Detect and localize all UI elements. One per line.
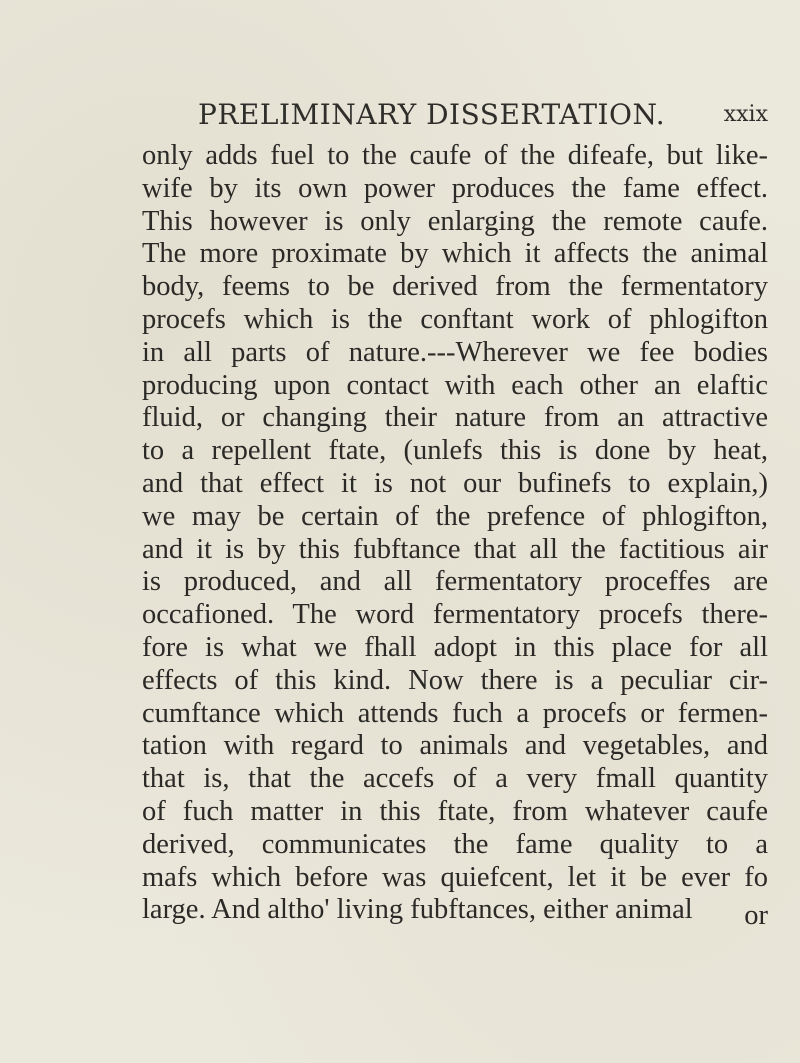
text-line: procefs which is the conftant work of phlogifton bbox=[142, 303, 768, 335]
text-line: of fuch matter in this ftate, from whatever caufe bbox=[142, 795, 768, 827]
text-line: derived, communicates the fame quality to a bbox=[142, 828, 768, 860]
text-line: tation with regard to animals and vegetables, and bbox=[142, 730, 768, 762]
text-line: is produced, and all fermentatory proceffes are bbox=[142, 566, 768, 598]
text-line: only adds fuel to the caufe of the difeafe, but like- bbox=[142, 140, 768, 171]
text-line: body, feems to be derived from the fermentatory bbox=[142, 271, 768, 303]
text-line: mafs which before was quiefcent, let it be ever fo bbox=[142, 861, 768, 893]
text-line: that is, that the accefs of a very fmall quantity bbox=[142, 763, 768, 795]
running-title: PRELIMINARY DISSERTATION. bbox=[198, 98, 666, 131]
page-number: xxix bbox=[723, 102, 768, 127]
text-line: fore is what we fhall adopt in this place for all bbox=[142, 631, 768, 663]
body-text bbox=[142, 140, 768, 927]
text-line: large. And altho' living fubftances, either animal bbox=[142, 894, 693, 926]
text-line: we may be certain of the prefence of phlogifton, bbox=[142, 500, 768, 532]
text-line: and it is by this fubftance that all the factitious air bbox=[142, 533, 768, 565]
text-line: occafioned. The word fermentatory procefs there- bbox=[142, 599, 768, 631]
catchword: or bbox=[744, 900, 768, 931]
text-line: cumftance which attends fuch a procefs or fermen- bbox=[142, 697, 768, 729]
text-line: This however is only enlarging the remote caufe. bbox=[142, 205, 768, 237]
text-line: effects of this kind. Now there is a peculiar cir- bbox=[142, 664, 768, 696]
text-line: fluid, or changing their nature from an attractive bbox=[142, 402, 768, 434]
text-line: The more proximate by which it affects the animal bbox=[142, 238, 768, 270]
text-line: in all parts of nature.---Wherever we fee bodies bbox=[142, 336, 768, 368]
text-line: wife by its own power produces the fame effect. bbox=[142, 172, 768, 204]
text-line: producing upon contact with each other an elaftic bbox=[142, 369, 768, 401]
text-line: and that effect it is not our bufinefs to explain,) bbox=[142, 467, 768, 499]
text-line: to a repellent ftate, (unlefs this is done by heat, bbox=[142, 435, 768, 467]
